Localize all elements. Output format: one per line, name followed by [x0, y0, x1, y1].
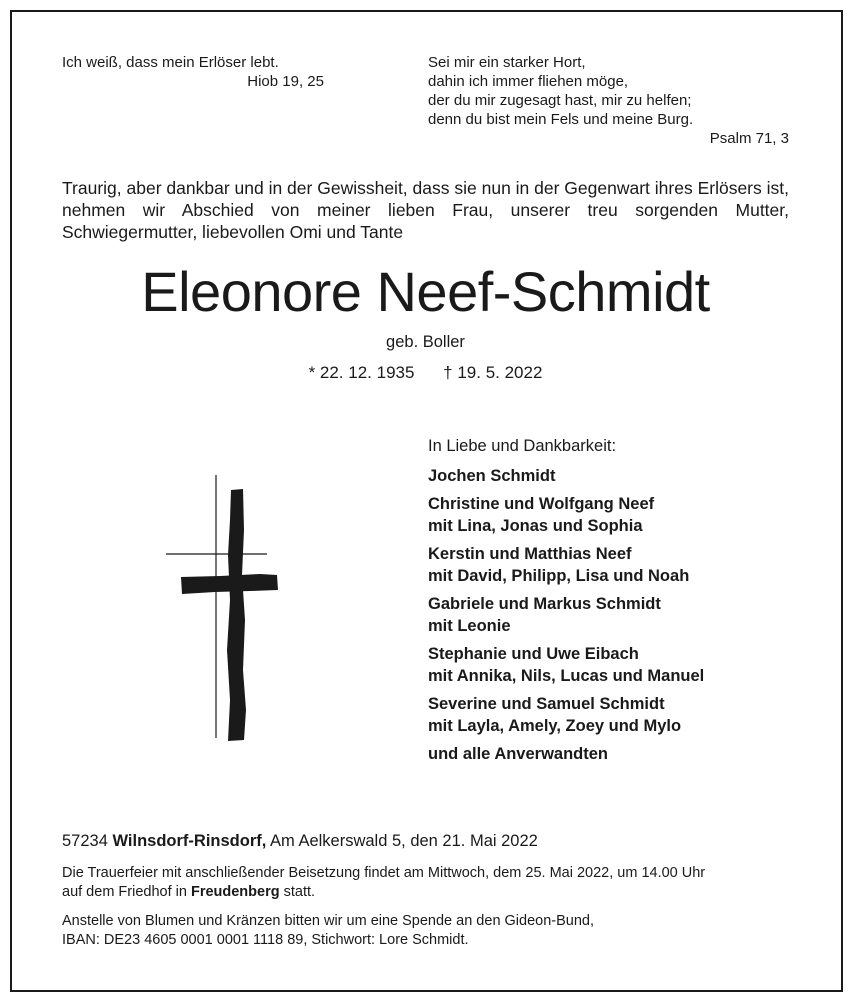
address-place: Wilnsdorf-Rinsdorf,	[112, 832, 267, 850]
mourner-name: Gabriele und Markus Schmidt	[428, 595, 661, 613]
funeral-note	[62, 864, 705, 901]
mourner-name: Christine und Wolfgang Neef	[428, 495, 655, 513]
verse-right-reference: Psalm 71, 3	[709, 130, 789, 147]
mourner-group	[428, 693, 828, 737]
birth-date: * 22. 12. 1935	[308, 363, 415, 382]
address-line	[62, 832, 538, 851]
verse-left-reference: Hiob 19, 25	[247, 73, 324, 90]
verse-left-line: Ich weiß, dass mein Erlöser lebt.	[62, 54, 279, 71]
donation-note	[62, 912, 594, 949]
verse-right-line: dahin ich immer fliehen möge,	[428, 73, 629, 90]
mourner-name: Stephanie und Uwe Eibach	[428, 645, 639, 663]
mourner-name: mit Leonie	[428, 617, 511, 635]
cross-icon	[160, 470, 285, 745]
verse-right-line: Sei mir ein starker Hort,	[428, 54, 586, 71]
deceased-name: Eleonore Neef-Schmidt	[141, 260, 710, 323]
mourner-group	[428, 643, 828, 687]
donation-line: IBAN: DE23 4605 0001 0001 1118 89, Stichwort: Lore Schmidt.	[62, 931, 469, 948]
mourner-name: Jochen Schmidt	[428, 467, 556, 485]
life-dates	[0, 363, 851, 383]
mourners-heading: In Liebe und Dankbarkeit:	[428, 437, 617, 455]
funeral-line	[62, 883, 705, 902]
maiden-name: geb. Boller	[386, 333, 465, 351]
mourner-group	[428, 493, 828, 537]
verse-right-line: denn du bist mein Fels und meine Burg.	[428, 111, 694, 128]
donation-line: Anstelle von Blumen und Kränzen bitten wir um eine Spende an den Gideon-Bund,	[62, 913, 595, 929]
mourner-group	[428, 593, 828, 637]
intro-text: Traurig, aber dankbar und in der Gewissheit, dass sie nun in der Gegenwart ihres Erlösers ist, nehmen wir Abschied von meiner lieben Frau, unserer treu sorgenden Mutter, Schwiegermutter, liebevollen Omi und Tante	[62, 178, 789, 242]
funeral-place: Freudenberg	[190, 883, 280, 900]
funeral-line: Die Trauerfeier mit anschließender Beisetzung findet am Mittwoch, dem 25. Mai 2022, um 14.00 Uhr	[62, 865, 706, 881]
funeral-prefix: auf dem Friedhof in	[62, 883, 187, 900]
verse-left	[62, 53, 324, 91]
mourner-name: und alle Anverwandten	[428, 745, 609, 763]
mourner-name: mit Annika, Nils, Lucas und Manuel	[428, 667, 705, 685]
mourner-name: Kerstin und Matthias Neef	[428, 545, 632, 563]
funeral-suffix: statt.	[283, 883, 316, 900]
mourners-list	[428, 435, 828, 771]
mourner-name: mit Lina, Jonas und Sophia	[428, 517, 643, 535]
verse-right-line: der du mir zugesagt hast, mir zu helfen;	[428, 92, 692, 109]
mourner-name: Severine und Samuel Schmidt	[428, 695, 665, 713]
mourner-group	[428, 465, 828, 487]
mourner-name: mit David, Philipp, Lisa und Noah	[428, 567, 690, 585]
death-date: † 19. 5. 2022	[443, 363, 543, 382]
address-rest: Am Aelkerswald 5, den 21. Mai 2022	[270, 832, 538, 850]
verse-right	[428, 53, 789, 148]
mourner-name: mit Layla, Amely, Zoey und Mylo	[428, 717, 682, 735]
mourner-group	[428, 543, 828, 587]
mourner-group	[428, 743, 828, 765]
address-zip: 57234	[62, 832, 108, 850]
